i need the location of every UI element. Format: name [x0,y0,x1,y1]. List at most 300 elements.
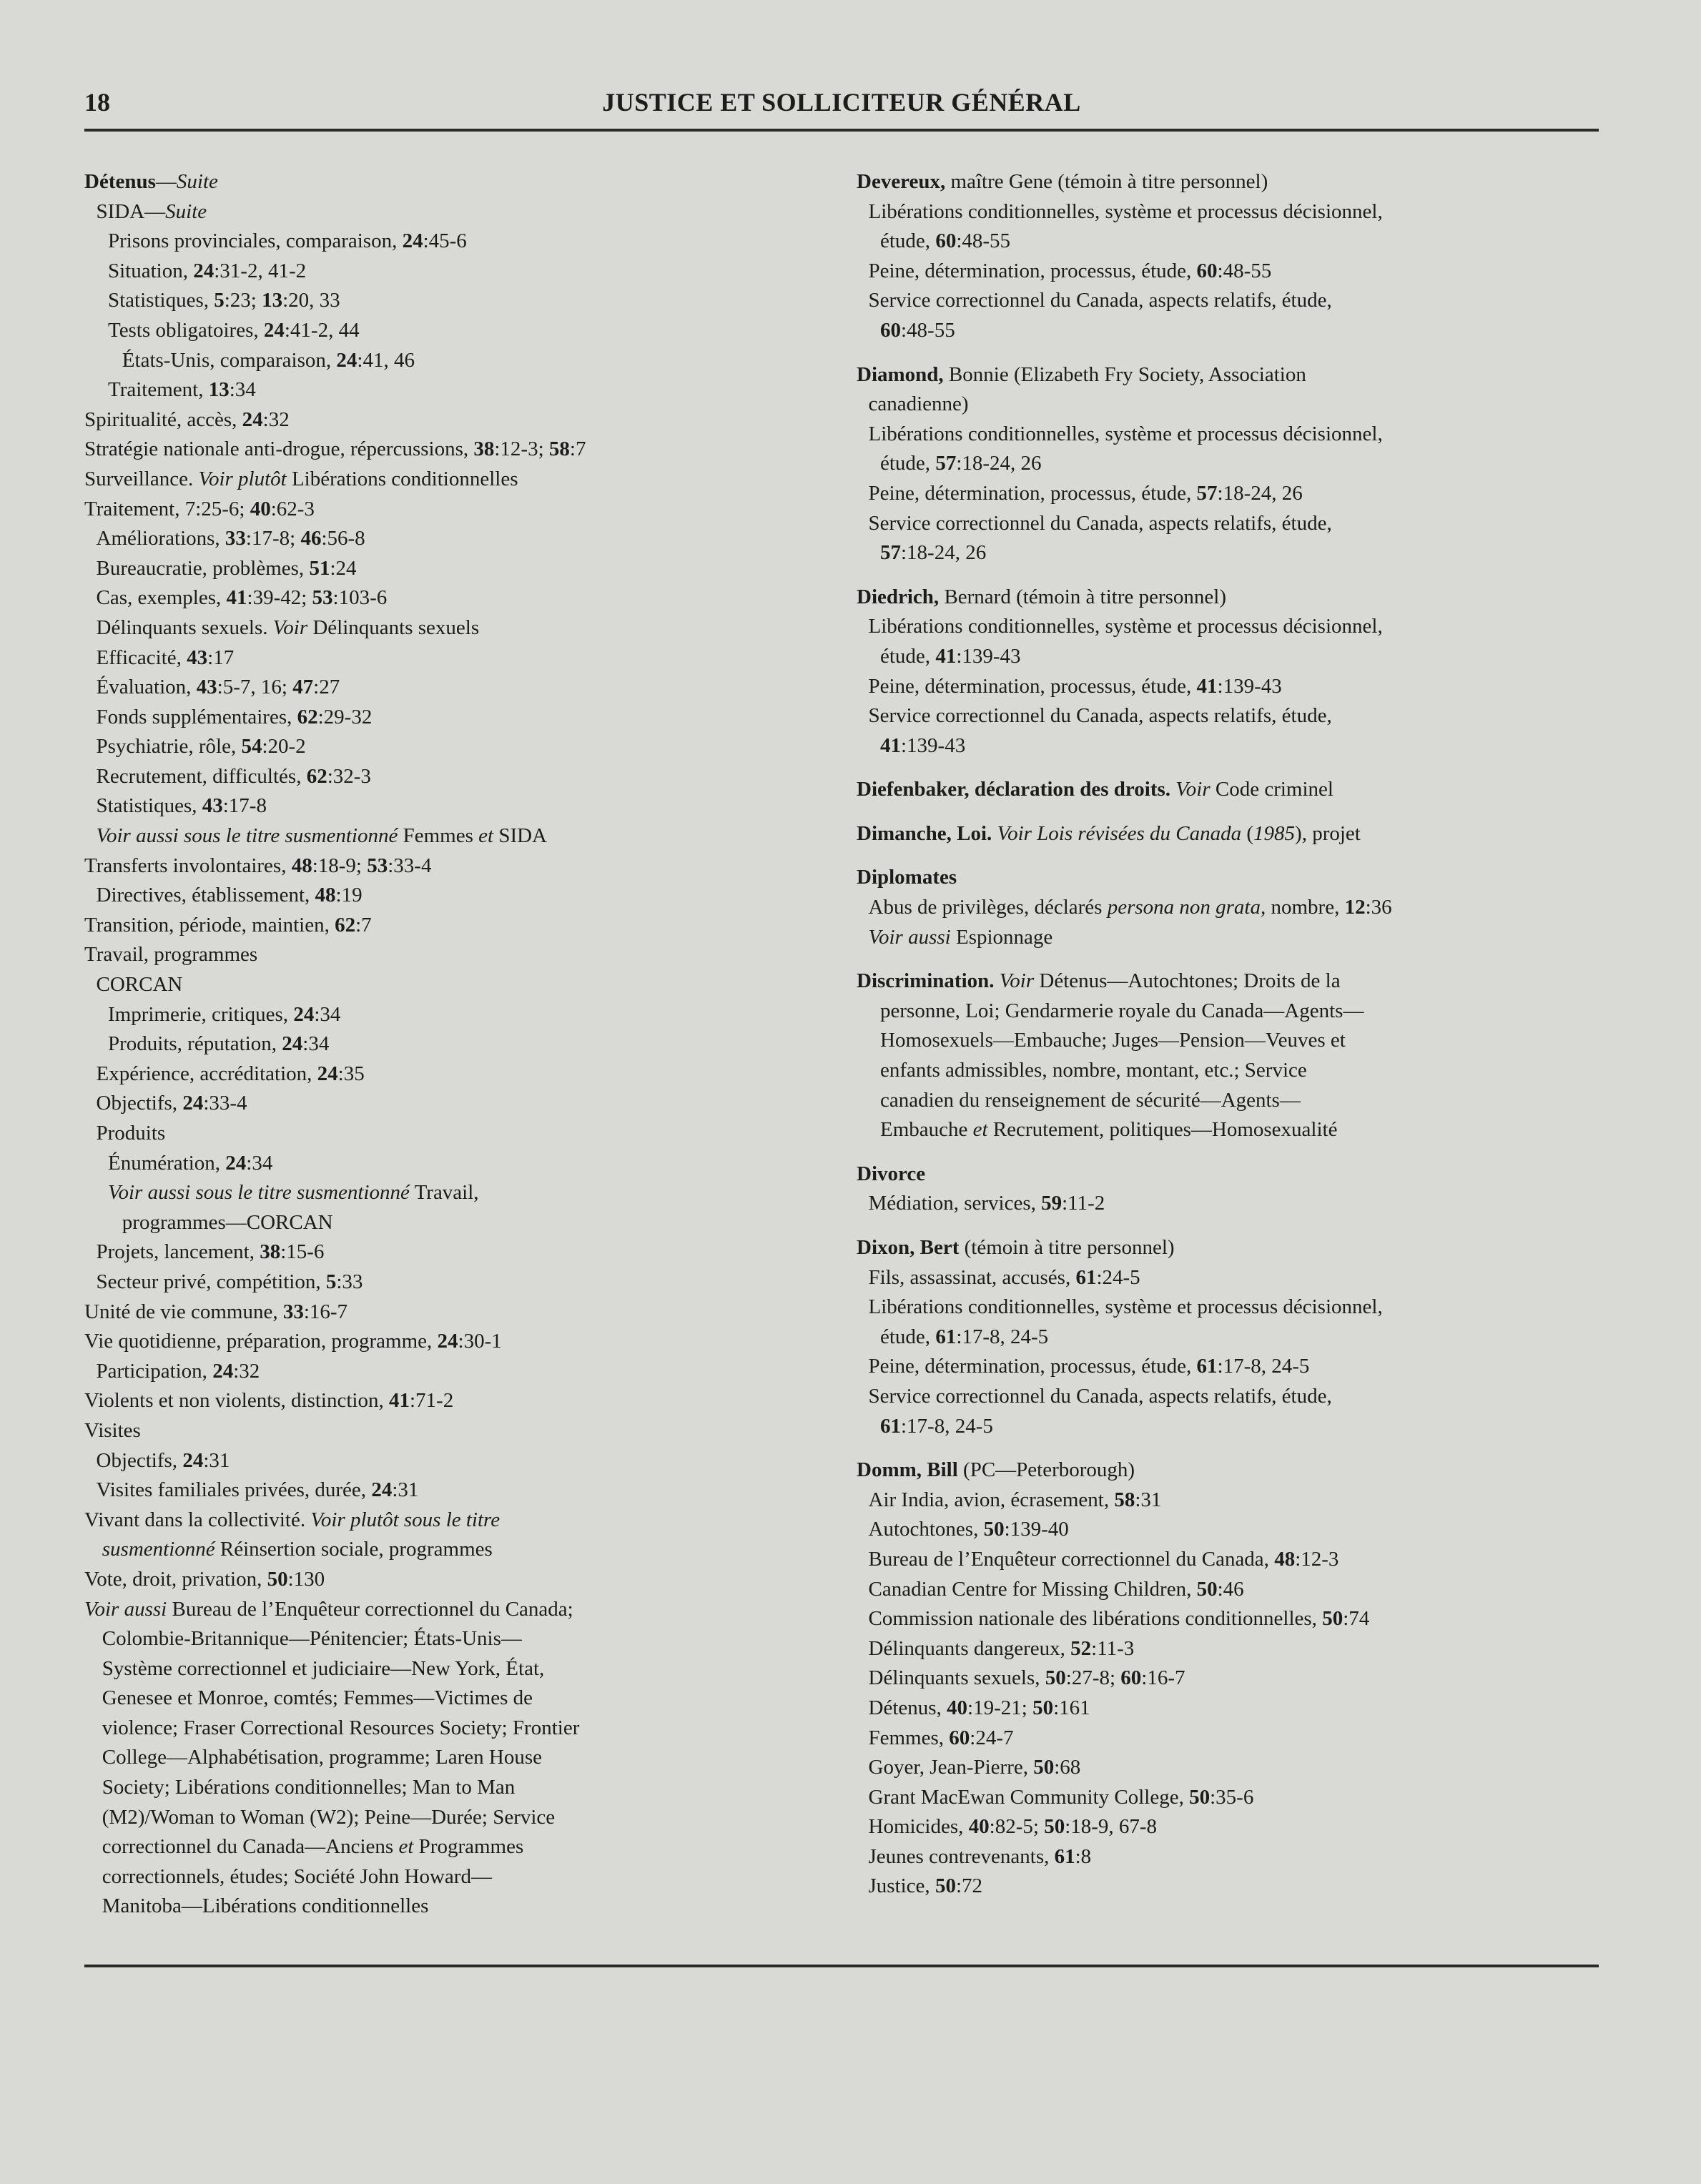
bold-text: 59 [1041,1192,1062,1215]
bold-text: 60 [1196,259,1218,282]
index-line [857,167,1604,197]
bold-text: 57 [1196,481,1218,505]
text-run: :20-2 [262,735,306,759]
index-line [857,1575,1604,1605]
text-run: Stratégie nationale anti-drogue, répercussions, [84,438,474,461]
index-line [84,791,828,821]
index-line [857,1753,1604,1783]
italic-text: Voir [1175,778,1211,801]
index-line [857,1382,1604,1412]
text-run: :46 [1217,1577,1244,1601]
text-run: Bureau de l’Enquêteur correctionnel du Canada, [868,1547,1275,1571]
text-run: Violents et non violents, distinction, [84,1389,389,1413]
index-line [857,1812,1604,1842]
index-line [84,554,828,584]
index-line [84,1803,828,1833]
index-line [84,1208,828,1238]
text-run: étude, [880,229,936,253]
text-run: :36 [1365,896,1392,919]
index-line [857,360,1604,390]
text-run: ( [1241,821,1254,845]
index-line [84,286,828,316]
italic-text: Voir plutôt sous le titre [310,1508,501,1531]
text-run: :19 [335,884,363,907]
index-line [857,997,1604,1027]
bold-text: 61 [1054,1844,1075,1868]
index-line [84,1714,828,1744]
index-line [857,1412,1604,1442]
text-run: (témoin à titre personnel) [959,1236,1175,1259]
italic-text: susmentionné [102,1538,215,1561]
text-run: étude, [880,1325,936,1348]
text-run: :33-4 [388,854,432,877]
text-run: :32-3 [327,764,371,788]
text-run: :103-6 [332,586,388,610]
text-run: :17-8, 24-5 [901,1414,993,1438]
index-line [84,1743,828,1773]
text-run: :139-43 [956,644,1021,668]
index-line [857,1664,1604,1694]
text-run: Fonds supplémentaires, [96,705,297,728]
text-run: Efficacité, [96,646,187,669]
bold-text: Diefenbaker, déclaration des droits. [857,778,1171,801]
index-line [857,775,1604,805]
bold-text: 58 [1114,1488,1135,1511]
text-run: :23; [224,289,262,312]
text-run: Society; Libérations conditionnelles; Man to Man [102,1776,516,1799]
text-run: Tests obligatoires, [108,318,264,342]
bold-text: 61 [1075,1265,1097,1289]
bold-text: 53 [312,586,333,610]
text-run: Peine, détermination, processus, étude, [868,1355,1197,1378]
index-line [857,1724,1604,1754]
index-line [84,1535,828,1565]
index-line [84,1416,828,1446]
text-run: Projets, lancement, [96,1240,260,1264]
text-run: Unité de vie commune, [84,1300,283,1323]
text-run: :19-21; [967,1696,1033,1719]
bold-text: 50 [1033,1756,1055,1779]
index-line [84,1654,828,1684]
text-run: Embauche [880,1118,973,1142]
text-run: :35 [337,1062,365,1085]
text-run: :20, 33 [282,289,340,312]
text-run: Espionnage [950,925,1053,949]
index-line [857,819,1604,849]
index-line [857,197,1604,227]
bold-text: 24 [282,1032,303,1056]
text-run: :18-24, 26 [901,541,987,565]
bold-text: 24 [293,1002,315,1026]
bold-text: 43 [187,646,208,669]
text-run: :139-43 [901,733,966,757]
text-run: étude, [880,644,936,668]
bold-text: Divorce [857,1162,926,1185]
text-run: :32 [233,1359,260,1383]
text-run: Justice, [868,1874,935,1898]
text-run: Peine, détermination, processus, étude, [868,674,1197,698]
bold-text: 24 [182,1092,204,1115]
text-run: (PC—Peterborough) [957,1458,1135,1482]
bold-text: Diamond, [857,362,944,386]
text-run: Bureaucratie, problèmes, [96,556,310,580]
index-line [84,465,828,495]
text-run: correctionnel du Canada—Anciens [102,1835,399,1859]
text-run: :18-24, 26 [1217,481,1303,505]
index-line [84,1178,828,1208]
bold-text: 24 [225,1151,247,1175]
index-line [857,1263,1604,1293]
index-line [857,1026,1604,1056]
text-run: Recrutement, politiques—Homosexualité [987,1118,1338,1142]
bold-text: 40 [968,1815,990,1839]
index-line [84,1892,828,1922]
text-run: :56-8 [321,527,365,550]
text-run: Vote, droit, privation, [84,1567,267,1591]
italic-text: Voir aussi sous le titre susmentionné [96,824,398,848]
bold-text: 61 [935,1325,957,1348]
text-run: Code criminel [1210,778,1333,801]
text-run: :17-8, 24-5 [956,1325,1049,1348]
index-line [857,672,1604,702]
bold-text: 50 [935,1874,956,1898]
index-line [857,227,1604,257]
text-run: Homicides, [868,1815,969,1839]
text-run: Travail, programmes [84,943,258,967]
text-run: Système correctionnel et judiciaire—New York, État, [102,1656,545,1680]
text-run: Participation, [96,1359,213,1383]
text-run: programmes—CORCAN [122,1210,333,1234]
text-run: Améliorations, [96,527,225,550]
bold-text: 61 [880,1414,901,1438]
running-title: JUSTICE ET SOLLICITEUR GÉNÉRAL [602,88,1081,117]
text-run: Directives, établissement, [96,884,315,907]
index-line [84,821,828,851]
index-line [84,1149,828,1179]
italic-text: Voir aussi [868,925,951,949]
text-run [995,969,1000,992]
text-run: Abus de privilèges, déclarés [868,896,1108,919]
italic-text: et [972,1118,988,1142]
text-run: Transferts involontaires, [84,854,292,877]
text-run: :12-3; [494,438,549,461]
index-line [857,1486,1604,1516]
index-line [857,420,1604,450]
italic-text: et [398,1835,414,1859]
bold-text: 62 [335,913,356,937]
index-line [857,1634,1604,1664]
index-line [857,1086,1604,1116]
bold-text: 40 [250,497,271,520]
text-run: :48-55 [1217,259,1272,282]
index-line [84,435,828,465]
bold-text: 24 [402,229,423,253]
index-line [84,1595,828,1625]
text-run: Bernard (témoin à titre personnel) [939,585,1227,608]
text-run: Service correctionnel du Canada, aspects relatifs, étude, [868,704,1332,728]
footer-rule [84,1965,1599,1967]
text-run: Femmes, [868,1726,950,1749]
index-line [84,1476,828,1506]
text-run: Autochtones, [868,1518,984,1541]
text-run: :24 [330,556,357,580]
text-run: Bonnie (Elizabeth Fry Society, Association [943,362,1306,386]
text-run: Secteur privé, compétition, [96,1270,326,1293]
text-run: Médiation, services, [868,1192,1042,1215]
text-run: :17-8, 24-5 [1217,1355,1310,1378]
index-line [857,316,1604,346]
text-run: Colombie-Britannique—Pénitencier; États-Unis— [102,1627,522,1651]
index-line [84,197,828,227]
bold-text: 24 [242,407,263,431]
index-line [84,1298,828,1328]
text-run: Service correctionnel du Canada, aspects relatifs, étude, [868,511,1332,535]
text-run: :33 [336,1270,363,1293]
index-line [84,940,828,970]
text-run: Objectifs, [96,1448,183,1472]
text-run: Programmes [413,1835,524,1859]
page-number: 18 [84,88,110,117]
index-line [857,1293,1604,1323]
text-run: :34 [246,1151,273,1175]
text-run: Air India, avion, écrasement, [868,1488,1115,1511]
text-run: Délinquants sexuels, [868,1666,1045,1690]
text-run: :27 [313,676,340,699]
text-run: Cas, exemples, [96,586,227,610]
text-run: Libérations conditionnelles [286,467,518,490]
bold-text: 50 [1044,1815,1065,1839]
text-run: :82-5; [989,1815,1045,1839]
text-run: États-Unis, comparaison, [122,348,337,372]
text-run: Situation, [108,259,194,282]
index-line [857,1189,1604,1219]
text-run: Libérations conditionnelles, système et processus décisionnel, [868,615,1383,638]
index-line [857,1115,1604,1145]
text-run: :35-6 [1210,1785,1254,1809]
text-run: :7 [569,438,586,461]
bold-text: 60 [880,318,901,342]
text-run: Vivant dans la collectivité. [84,1508,311,1531]
text-run: :30-1 [458,1330,502,1353]
bold-text: Détenus [84,170,156,193]
index-line [857,1056,1604,1086]
text-run: Vie quotidienne, préparation, programme, [84,1330,438,1353]
text-run: :31 [203,1448,230,1472]
text-run: :45-6 [423,229,467,253]
bold-text: 50 [1322,1607,1343,1631]
bold-text: 33 [225,527,246,550]
index-line [84,1357,828,1387]
index-line [84,881,828,911]
text-run: Fils, assassinat, accusés, [868,1265,1076,1289]
italic-text: Voir plutôt [198,467,287,490]
text-run: :12-3 [1295,1547,1339,1571]
italic-text: Suite [176,170,218,193]
bold-text: 50 [267,1567,288,1591]
text-run: Commission nationale des libérations conditionnelles, [868,1607,1323,1631]
text-run: Genesee et Monroe, comtés; Femmes—Victimes de [102,1686,533,1710]
index-line [84,167,828,197]
text-run: Jeunes contrevenants, [868,1844,1055,1868]
text-run: Peine, détermination, processus, étude, [868,259,1197,282]
index-line [857,257,1604,287]
bold-text: 41 [1196,674,1218,698]
index-line [84,1119,828,1149]
text-run: Délinquants sexuels [307,616,480,639]
text-run: :68 [1054,1756,1081,1779]
text-run: :18-9, 67-8 [1065,1815,1158,1839]
text-run: Produits, réputation, [108,1032,282,1056]
text-run: :34 [229,378,256,402]
index-line [84,1386,828,1416]
bold-text: 38 [473,438,495,461]
bold-text: 50 [1045,1666,1066,1690]
text-run: :29-32 [317,705,373,728]
bold-text: 46 [300,527,322,550]
index-line [857,1842,1604,1872]
bold-text: 57 [935,452,957,475]
text-run: :17-8; [245,527,301,550]
text-run: correctionnels, études; Société John Howard— [102,1864,492,1888]
text-run: Imprimerie, critiques, [108,1002,294,1026]
index-line [84,613,828,643]
index-line [857,390,1604,420]
text-run: CORCAN [96,973,183,997]
text-run: :34 [314,1002,341,1026]
bold-text: 60 [935,229,957,253]
text-run: :11-2 [1062,1192,1105,1215]
text-run: :8 [1075,1844,1092,1868]
index-line [84,1029,828,1059]
index-line [84,1862,828,1892]
index-line [84,495,828,525]
index-line [84,970,828,1000]
bold-text: 58 [548,438,570,461]
bold-text: 57 [880,541,901,565]
index-line [857,1160,1604,1190]
index-line [84,524,828,554]
bold-text: 24 [193,259,215,282]
bold-text: 60 [949,1726,970,1749]
bold-text: 47 [292,676,314,699]
index-line [84,1565,828,1595]
text-run: :27-8; [1065,1666,1121,1690]
index-line [857,538,1604,568]
bold-text: 50 [983,1518,1005,1541]
text-run: Visites familiales privées, durée, [96,1478,372,1502]
text-run: Délinquants sexuels. [96,616,273,639]
index-line [84,1237,828,1268]
text-run: Canadian Centre for Missing Children, [868,1577,1197,1601]
italic-text: et [478,824,494,848]
text-run: ), projet [1295,821,1361,845]
text-run: :62-3 [270,497,315,520]
index-line [857,612,1604,642]
text-run: :72 [955,1874,982,1898]
index-line [857,701,1604,731]
text-run: Peine, détermination, processus, étude, [868,481,1197,505]
bold-text: 24 [212,1359,234,1383]
bold-text: 62 [297,705,318,728]
bold-text: 24 [317,1062,338,1085]
text-run [992,822,997,845]
index-line [84,1624,828,1654]
bold-text: 24 [182,1448,204,1472]
text-run: — [155,170,177,193]
bold-text: 5 [214,289,225,312]
text-run: :18-24, 26 [956,452,1042,475]
bold-text: 33 [282,1300,304,1323]
bold-text: 41 [226,586,247,610]
index-line [857,1604,1604,1634]
text-run: :41-2, 44 [284,318,360,342]
text-run: College—Alphabétisation, programme; Laren House [102,1746,543,1769]
bold-text: 53 [367,854,388,877]
index-line [84,643,828,673]
header-rule [84,129,1599,132]
text-run: :24-5 [1096,1265,1140,1289]
text-run: Énumération, [108,1151,226,1175]
index-line [857,893,1604,923]
index-line [857,863,1604,893]
text-run: canadien du renseignement de sécurité—Agents— [880,1088,1301,1112]
bold-text: 43 [196,676,217,699]
text-run: :24-7 [970,1726,1014,1749]
index-line [857,1783,1604,1813]
bold-text: 43 [202,794,223,818]
index-line [84,583,828,613]
index-line [84,1089,828,1119]
text-run: Service correctionnel du Canada, aspects relatifs, étude, [868,289,1332,312]
index-line [84,375,828,405]
index-line [84,1000,828,1030]
index-line [857,1515,1604,1545]
index-line [84,851,828,881]
text-run: canadienne) [868,392,969,416]
text-run: étude, [880,452,936,475]
bold-text: 48 [1274,1547,1296,1571]
text-run: Libérations conditionnelles, système et processus décisionnel, [868,199,1383,223]
index-line [857,923,1604,953]
bold-text: 41 [935,644,957,668]
text-run: :39-42; [247,586,312,610]
bold-text: 24 [263,318,285,342]
index-line [857,1872,1604,1902]
bold-text: 24 [437,1330,458,1353]
bold-text: 40 [947,1696,968,1719]
index-line [84,673,828,703]
index-line [84,405,828,435]
text-run: Psychiatrie, rôle, [96,735,242,759]
bold-text: Diplomates [857,866,957,889]
text-run: :74 [1343,1607,1370,1631]
text-run: Libérations conditionnelles, système et processus décisionnel, [868,1295,1383,1319]
bold-text: Discrimination. [857,969,995,993]
text-run: :5-7, 16; [217,676,293,699]
bold-text: 61 [1196,1355,1218,1378]
index-line [84,1832,828,1862]
running-header [84,87,1599,130]
text-run: :31 [1135,1488,1162,1511]
text-run: :41, 46 [357,348,415,372]
text-run: :7 [355,913,372,937]
text-run: Produits [96,1122,166,1145]
index-line [857,479,1604,509]
bold-text: 24 [336,348,358,372]
text-run: :130 [287,1567,325,1591]
index-line [84,732,828,762]
text-run: :48-55 [901,318,955,342]
